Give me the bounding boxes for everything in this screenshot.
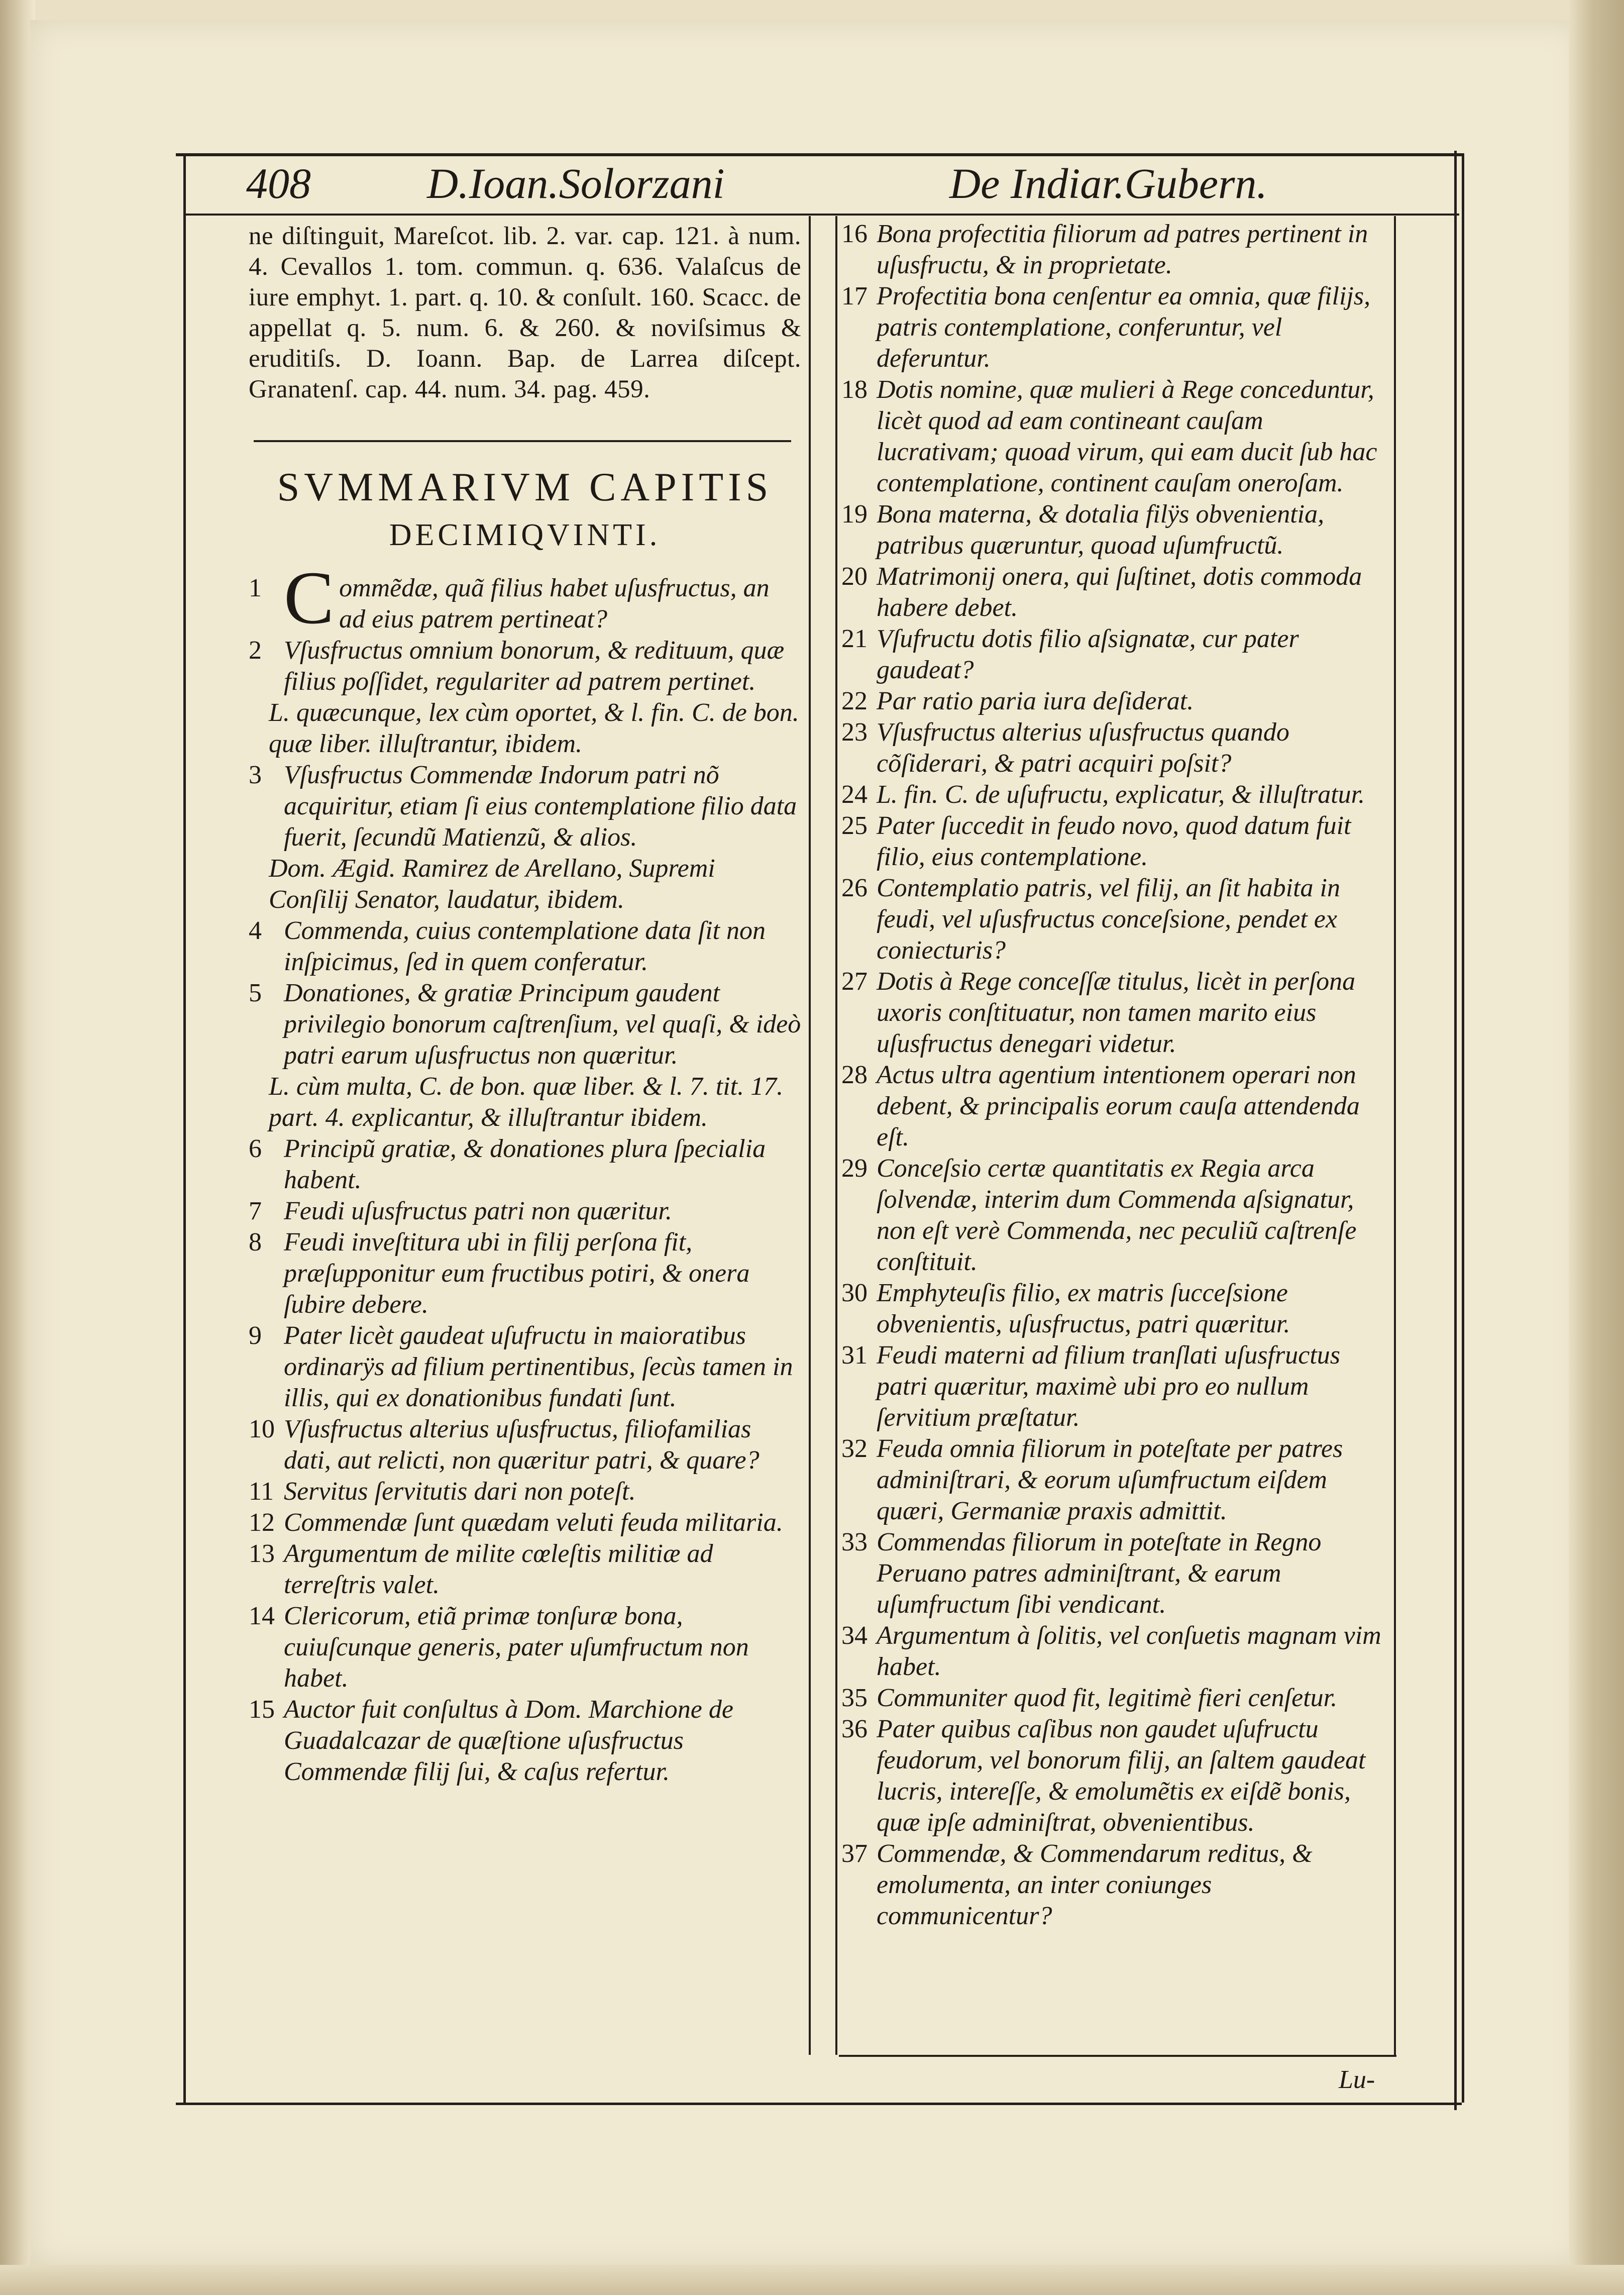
summary-item-text: Feuda omnia filiorum in poteſtate per patres adminiſtrari, & eorum uſumfructum eiſdem quæri, Germaniæ praxis admittit. — [877, 1434, 1343, 1525]
summary-item-number: 5 — [249, 979, 262, 1007]
summary-item-text: Auctor fuit conſultus à Dom. Marchione de Guadalcazar de quæſtione uſusfructus Commendæ filij ſui, & caſus refertur. — [284, 1695, 733, 1786]
summary-item-number: 8 — [249, 1228, 262, 1257]
summary-item — [249, 1507, 801, 1538]
running-head-title: De Indiar.Gubern. — [949, 159, 1267, 207]
summary-item — [249, 1414, 801, 1476]
summary-item-number: 26 — [841, 874, 868, 902]
summary-item-number: 30 — [841, 1279, 868, 1307]
summary-subtitle: DECIMIQVINTI. — [389, 518, 661, 552]
summary-item-text: Clericorum, etiã primæ tonſuræ bona, cuiuſcunque generis, pater uſumfructum non habet. — [284, 1602, 749, 1693]
summary-item-text: Emphyteuſis filio, ex matris ſucceſsione obvenientis, uſusfructus, patri quæritur. — [877, 1279, 1290, 1338]
summary-item-number: 15 — [249, 1695, 275, 1724]
summary-item-text: Donationes, & gratiæ Principum gaudent privilegio bonorum caſtrenſium, vel quaſi, & ideò patri earum uſusfructus non quæritur. — [284, 979, 801, 1070]
summary-item-text: Commẽdæ, quã filius habet uſusfructus, an ad eius patrem pertineat? — [284, 556, 770, 640]
summary-item — [841, 1153, 1391, 1278]
summary-item-number: 4 — [249, 916, 262, 945]
outer-right-rule — [1454, 151, 1457, 2110]
summary-item — [841, 1527, 1391, 1620]
summary-item-number: 3 — [249, 761, 262, 789]
summary-item-number: 33 — [841, 1528, 868, 1556]
summary-item — [841, 1278, 1391, 1340]
summary-item — [841, 1433, 1391, 1527]
summary-item-number: 9 — [249, 1321, 262, 1350]
summary-item — [249, 1694, 801, 1788]
summary-item-number: 18 — [841, 375, 868, 404]
summary-item-text: Bona materna, & dotalia filÿs obvenientia, patribus quæruntur, quoad uſumfructũ. — [877, 500, 1325, 560]
summary-item-number: 28 — [841, 1061, 868, 1089]
summary-item-text: Contemplatio patris, vel filij, an ſit habita in feudi, vel uſusfructus conceſsione, pendet ex coniecturis? — [877, 874, 1340, 965]
summary-item-note: L. cùm multa, C. de bon. quæ liber. & l. 7. tit. 17. part. 4. explicantur, & illuſtrantur ibidem. — [269, 1072, 784, 1132]
summary-item — [841, 281, 1391, 374]
summary-item-number: 12 — [249, 1508, 275, 1537]
summary-item — [249, 915, 801, 978]
summary-item — [841, 1620, 1391, 1683]
summary-item — [249, 556, 801, 640]
summary-item — [249, 1196, 801, 1227]
summary-item — [249, 635, 801, 697]
right-column — [841, 219, 1391, 1932]
summary-item — [249, 1227, 801, 1320]
summary-item — [841, 623, 1391, 686]
summary-item-number: 35 — [841, 1684, 868, 1712]
summary-item-number: 22 — [841, 687, 868, 715]
summary-item — [841, 1683, 1391, 1714]
summary-item-text: Commenda, cuius contemplatione data ſit non inſpicimus, ſed in quem conferatur. — [284, 916, 766, 976]
summary-items-left — [249, 556, 801, 1788]
summary-item — [841, 1838, 1391, 1932]
summary-item-text: Communiter quod fit, legitimè fieri cenſetur. — [877, 1684, 1338, 1712]
summary-item-text: Par ratio paria iura deſiderat. — [877, 687, 1194, 715]
summary-item — [249, 1538, 801, 1601]
summary-item-text: Feudi materni ad filium tranſlati uſusfructus patri quæritur, maximè ubi pro eo nullum ſervitium præſtatur. — [877, 1341, 1340, 1432]
summary-item-number: 20 — [841, 562, 868, 591]
summary-item-text: Commendæ, & Commendarum reditus, & emolumenta, an inter coniunges communicentur? — [877, 1839, 1313, 1930]
summary-item-text: Vſufructu dotis filio aſsignatæ, cur pater gaudeat? — [877, 624, 1299, 684]
summary-item — [841, 561, 1391, 623]
summary-item-text: Actus ultra agentium intentionem operari non debent, & principalis eorum cauſa attendenda eſt. — [877, 1061, 1360, 1152]
summary-item-text: Pater quibus caſibus non gaudet uſufructu feudorum, vel bonorum filij, an ſaltem gaudeat lucris, intereſſe, & emolumẽtis ex eiſdẽ bonis, quæ ipſe adminiſtrat, obvenientibus. — [877, 1715, 1366, 1837]
left-column — [249, 221, 801, 1788]
summary-item-text: Argumentum de milite cœleſtis militiæ ad terreſtris valet. — [284, 1539, 713, 1599]
summary-item-number: 31 — [841, 1341, 868, 1370]
summary-item-number: 21 — [841, 624, 868, 653]
summary-item-note: L. quæcunque, lex cùm oportet, & l. fin. C. de bon. quæ liber. illuſtrantur, ibidem. — [269, 698, 799, 758]
column-divider-right — [835, 216, 837, 2055]
column-divider-left — [809, 216, 811, 2055]
summary-title: SVMMARIVM CAPITIS — [277, 465, 773, 509]
summary-item — [841, 717, 1391, 779]
summary-item-text: Pater ſuccedit in feudo novo, quod datum fuit filio, eius contemplatione. — [877, 811, 1351, 871]
summary-item-text: Vſusfructus Commendæ Indorum patri nõ acquiritur, etiam ſi eius contemplatione filio data fuerit, ſecundũ Matienzũ, & alios. — [284, 761, 797, 852]
summary-item-number: 1 — [249, 574, 262, 602]
page-fore-edge — [1569, 0, 1624, 2295]
summary-item-number: 25 — [841, 811, 868, 840]
summary-items-right — [841, 219, 1391, 1932]
summary-item-text: Principũ gratiæ, & donationes plura ſpecialia habent. — [284, 1134, 766, 1194]
summary-item-number: 2 — [249, 636, 262, 665]
summary-item-number: 11 — [249, 1477, 274, 1506]
running-head-author: D.Ioan.Solorzani — [427, 159, 725, 207]
summary-item — [841, 219, 1391, 281]
summary-item-text: Vſusfructus omnium bonorum, & redituum, quæ filius poſſidet, regulariter ad patrem pertinet. — [284, 636, 785, 696]
summary-item-text: Dotis nomine, quæ mulieri à Rege conceduntur, licèt quod ad eam contineant cauſam lucrativam; quoad virum, qui eam ducit ſub hac contemplatione, continent cauſam oneroſam. — [877, 375, 1377, 497]
right-column-bottom-rule — [839, 2055, 1396, 2057]
bottom-rule — [176, 2103, 1462, 2105]
summary-item — [841, 499, 1391, 561]
summary-item-text: Commendæ ſunt quædam veluti feuda militaria. — [284, 1508, 783, 1537]
summary-item — [841, 779, 1391, 810]
summary-item-text: Feudi inveſtitura ubi in filij perſona fit, præſupponitur eum fructibus potiri, & onera ſubire debere. — [284, 1228, 750, 1319]
summary-item-number: 13 — [249, 1539, 275, 1568]
summary-item — [249, 1133, 801, 1196]
summary-item — [249, 1601, 801, 1694]
summary-item — [841, 966, 1391, 1060]
page-bottom-edge — [0, 2265, 1624, 2295]
summary-item — [841, 1060, 1391, 1153]
summary-item-number: 7 — [249, 1197, 262, 1225]
summary-item — [841, 1340, 1391, 1433]
summary-item-text: Argumentum à ſolitis, vel conſuetis magnam vim habet. — [877, 1621, 1381, 1681]
summary-item-number: 10 — [249, 1415, 275, 1443]
summary-item — [249, 760, 801, 853]
summary-item-number: 24 — [841, 780, 868, 809]
summary-item-text: Pater licèt gaudeat uſufructu in maioratibus ordinarÿs ad filium pertinentibus, ſecùs tamen in illis, qui ex donationibus fundati ſunt. — [284, 1321, 793, 1412]
summary-item-text: Vſusfructus alterius uſusfructus, filiofamilias dati, aut relicti, non quæritur patri, & quare? — [284, 1415, 760, 1475]
summary-item — [841, 1714, 1391, 1838]
summary-item — [841, 810, 1391, 873]
right-column-rule — [1394, 216, 1396, 2055]
summary-item — [249, 1320, 801, 1414]
summary-item-note: Dom. Ægid. Ramirez de Arellano, Supremi Conſilij Senator, laudatur, ibidem. — [269, 854, 715, 914]
summary-item-number: 23 — [841, 718, 868, 747]
catchword: Lu- — [1339, 2065, 1375, 2094]
summary-item-text: L. fin. C. de uſufructu, explicatur, & illuſtratur. — [877, 780, 1365, 809]
summary-item-number: 14 — [249, 1602, 275, 1630]
summary-item-text: Commendas filiorum in poteſtate in Regno Peruano patres adminiſtrant, & earum uſumfructum ſibi vendicant. — [877, 1528, 1322, 1619]
summary-item-number: 6 — [249, 1134, 262, 1163]
summary-item-number: 37 — [841, 1839, 868, 1868]
summary-item-text: Feudi uſusfructus patri non quæritur. — [284, 1197, 672, 1225]
summary-item-number: 17 — [841, 282, 868, 310]
section-separator — [254, 440, 791, 442]
summary-item-text: Vſusfructus alterius uſusfructus quando cõſiderari, & patri acquiri poſsit? — [877, 718, 1289, 778]
summary-item — [249, 978, 801, 1071]
summary-item-text: Dotis à Rege conceſſæ titulus, licèt in perſona uxoris conſtituatur, non tamen marito eius uſusfructus denegari videtur. — [877, 967, 1356, 1058]
summary-item-number: 34 — [841, 1621, 868, 1650]
summary-item-number: 32 — [841, 1434, 868, 1463]
summary-item-text: Servitus ſervitutis dari non poteſt. — [284, 1477, 636, 1506]
summary-item — [249, 1476, 801, 1507]
summary-item — [841, 686, 1391, 717]
summary-item — [841, 374, 1391, 499]
page-number: 408 — [246, 159, 311, 207]
summary-item-text: Bona profectitia filiorum ad patres pertinent in uſusfructu, & in proprietate. — [877, 220, 1368, 279]
summary-item-text: Conceſsio certæ quantitatis ex Regia arca ſolvendæ, interim dum Commenda aſsignatur, non eſt verè Commenda, nec peculiũ caſtrenſe conſtituit. — [877, 1154, 1357, 1276]
summary-item-number: 27 — [841, 967, 868, 996]
summary-item-text: Profectitia bona cenſentur ea omnia, quæ filijs, patris contemplatione, conferuntur, vel deferuntur. — [877, 282, 1371, 373]
summary-item-number: 36 — [841, 1715, 868, 1743]
summary-item — [841, 873, 1391, 966]
summary-item-number: 19 — [841, 500, 868, 529]
continuation-paragraph: ne diſtinguit, Mareſcot. lib. 2. var. cap. 121. à num. 4. Cevallos 1. tom. commun. q. 636. Valaſcus de iure emphyt. 1. part. q. 10. & conſult. 160. Scacc. de appellat q. 5. num. 6. & 260. & noviſsimus & eruditiſs. D. Ioann. Bap. de Larrea diſcept. Granatenſ. cap. 44. num. 34. pag. 459. — [249, 222, 801, 403]
summary-item-number: 16 — [841, 220, 868, 248]
summary-item-number: 29 — [841, 1154, 868, 1183]
summary-item-text: Matrimonij onera, qui ſuſtinet, dotis commoda habere debet. — [877, 562, 1362, 622]
